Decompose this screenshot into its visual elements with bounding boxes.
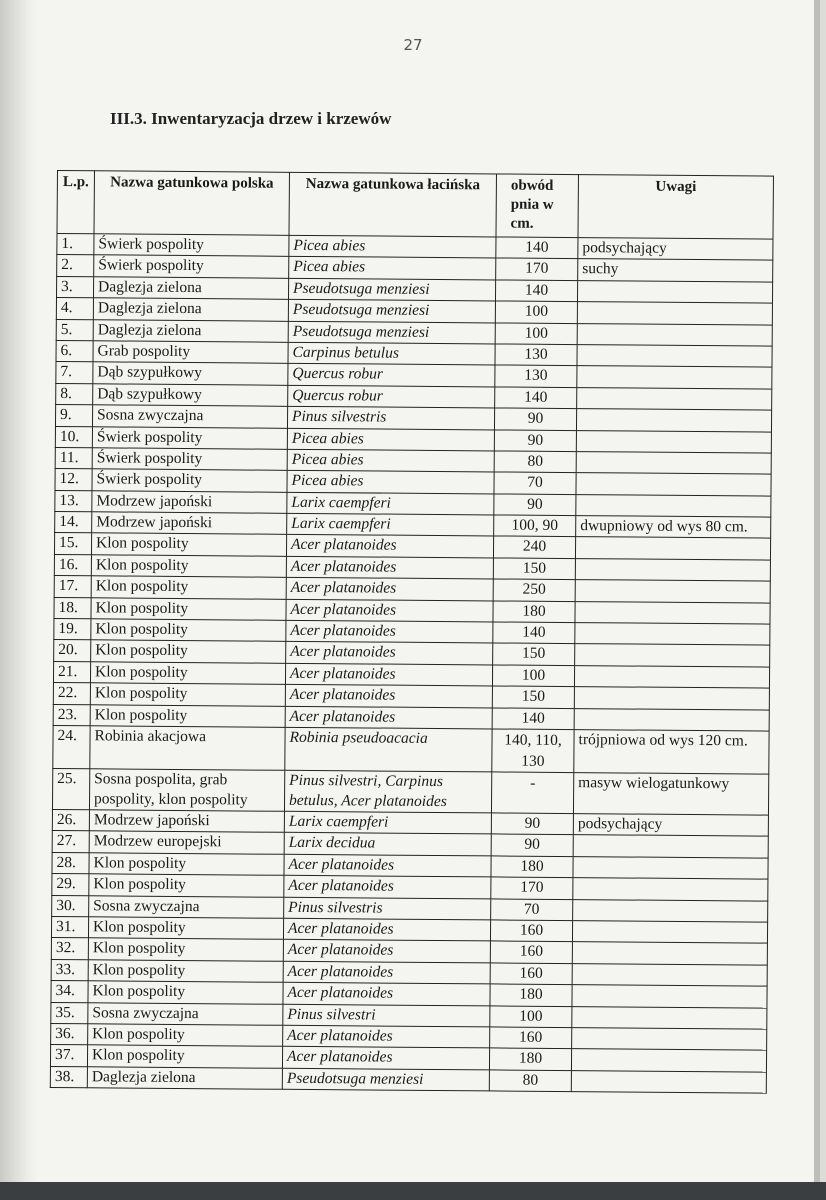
cell-notes: [575, 537, 770, 560]
cell-notes: [572, 942, 767, 965]
cell-notes: [574, 687, 769, 710]
cell-latin-name: Acer platanoides: [286, 599, 493, 622]
cell-lp: 4.: [56, 298, 93, 320]
cell-notes: [577, 280, 772, 303]
cell-polish-name: Klon pospolity: [90, 704, 285, 727]
cell-polish-name: Sosna zwyczajna: [92, 405, 287, 428]
cell-lp: 32.: [51, 938, 88, 960]
cell-latin-name: Pseudotsuga menziesi: [288, 321, 495, 344]
cell-notes: [576, 494, 771, 517]
cell-polish-name: Daglezja zielona: [87, 1066, 282, 1089]
cell-girth: 140: [492, 708, 574, 730]
cell-girth: 80: [489, 1070, 571, 1092]
cell-lp: 34.: [51, 981, 88, 1003]
cell-notes: [573, 899, 768, 922]
cell-latin-name: Pinus silvestris: [284, 897, 491, 920]
cell-latin-name: Acer platanoides: [284, 854, 491, 877]
cell-lp: 35.: [51, 1002, 88, 1024]
cell-polish-name: Klon pospolity: [90, 662, 285, 685]
cell-lp: 29.: [52, 874, 89, 896]
cell-latin-name: Pinus silvestri, Carpinus betulus, Acer platanoides: [284, 770, 491, 813]
cell-polish-name: Klon pospolity: [91, 619, 286, 642]
cell-lp: 20.: [54, 640, 91, 662]
cell-polish-name: Sosna zwyczajna: [88, 1002, 283, 1025]
cell-notes: podsychający: [578, 238, 773, 261]
cell-girth: 90: [491, 813, 573, 835]
cell-polish-name: Świerk pospolity: [92, 426, 287, 449]
cell-lp: 36.: [51, 1023, 88, 1045]
header-girth: obwód pnia w cm.: [496, 174, 578, 238]
cell-notes: suchy: [578, 259, 773, 282]
cell-lp: 21.: [53, 661, 90, 683]
cell-notes: [574, 665, 769, 688]
cell-polish-name: Modrzew japoński: [92, 490, 287, 513]
cell-notes: [576, 451, 771, 474]
cell-notes: dwupniowy od wys 80 cm.: [576, 516, 771, 539]
cell-latin-name: Picea abies: [287, 471, 494, 494]
cell-notes: [573, 878, 768, 901]
cell-lp: 14.: [55, 512, 92, 534]
cell-notes: [575, 558, 770, 581]
cell-notes: [577, 323, 772, 346]
page-number: 27: [403, 36, 423, 54]
cell-polish-name: Dąb szypułkowy: [93, 384, 288, 407]
cell-girth: 140: [496, 237, 578, 259]
cell-girth: 130: [495, 344, 577, 366]
cell-girth: 180: [493, 601, 575, 623]
cell-girth: 160: [490, 941, 572, 963]
cell-notes: [576, 409, 771, 432]
cell-latin-name: Acer platanoides: [285, 663, 492, 686]
cell-girth: 140: [495, 280, 577, 302]
cell-girth: 240: [493, 536, 575, 558]
cell-latin-name: Pinus silvestri: [283, 1004, 490, 1027]
cell-polish-name: Klon pospolity: [88, 938, 283, 961]
cell-notes: [575, 580, 770, 603]
table-row: [53, 725, 769, 774]
cell-latin-name: Pseudotsuga menziesi: [282, 1068, 489, 1091]
cell-notes: [571, 1070, 766, 1093]
table-header-row: [57, 171, 773, 240]
cell-polish-name: Robinia akacjowa: [90, 726, 285, 771]
cell-latin-name: Robinia pseudoacacia: [285, 727, 492, 772]
cell-girth: 160: [490, 920, 572, 942]
cell-latin-name: Larix caempferi: [287, 513, 494, 536]
cell-lp: 30.: [52, 895, 89, 917]
cell-notes: [577, 366, 772, 389]
cell-polish-name: Klon pospolity: [91, 640, 286, 663]
cell-polish-name: Klon pospolity: [91, 533, 286, 556]
cell-girth: 90: [491, 834, 573, 856]
cell-latin-name: Picea abies: [287, 428, 494, 451]
cell-polish-name: Świerk pospolity: [94, 255, 289, 278]
cell-girth: 150: [493, 643, 575, 665]
cell-polish-name: Modrzew japoński: [89, 810, 284, 833]
cell-polish-name: Klon pospolity: [91, 576, 286, 599]
cell-polish-name: Daglezja zielona: [93, 319, 288, 342]
cell-lp: 25.: [52, 768, 89, 809]
cell-lp: 2.: [57, 255, 94, 277]
cell-notes: [574, 708, 769, 731]
cell-lp: 16.: [54, 554, 91, 576]
cell-lp: 6.: [56, 340, 93, 362]
cell-lp: 22.: [53, 683, 90, 705]
cell-notes: [572, 963, 767, 986]
cell-notes: [577, 345, 772, 368]
header-latin-name: Nazwa gatunkowa łacińska: [289, 172, 496, 237]
cell-girth: 150: [492, 686, 574, 708]
cell-lp: 31.: [51, 916, 88, 938]
cell-polish-name: Świerk pospolity: [94, 234, 289, 257]
header-notes: Uwagi: [578, 175, 773, 240]
cell-lp: 27.: [52, 831, 89, 853]
cell-lp: 15.: [54, 533, 91, 555]
cell-latin-name: Carpinus betulus: [288, 342, 495, 365]
cell-lp: 13.: [55, 490, 92, 512]
cell-latin-name: Picea abies: [289, 235, 496, 258]
cell-polish-name: Modrzew europejski: [89, 831, 284, 854]
cell-notes: [576, 430, 771, 453]
cell-notes: masyw wielogatunkowy: [573, 773, 768, 816]
cell-lp: 3.: [56, 276, 93, 298]
cell-girth: 100, 90: [494, 515, 576, 537]
cell-latin-name: Picea abies: [287, 449, 494, 472]
cell-notes: [575, 623, 770, 646]
cell-girth: 170: [491, 877, 573, 899]
cell-latin-name: Larix caempferi: [284, 811, 491, 834]
cell-polish-name: Klon pospolity: [90, 683, 285, 706]
header-polish-name: Nazwa gatunkowa polska: [94, 171, 289, 236]
cell-notes: [572, 1027, 767, 1050]
cell-latin-name: Acer platanoides: [283, 1025, 490, 1048]
cell-latin-name: Acer platanoides: [283, 961, 490, 984]
cell-girth: 150: [493, 558, 575, 580]
cell-notes: [577, 302, 772, 325]
cell-girth: 90: [494, 408, 576, 430]
cell-polish-name: Klon pospolity: [91, 555, 286, 578]
table-row: [52, 768, 768, 815]
cell-lp: 33.: [51, 959, 88, 981]
cell-polish-name: Modrzew japoński: [92, 512, 287, 535]
cell-latin-name: Quercus robur: [288, 364, 495, 387]
cell-latin-name: Acer platanoides: [286, 556, 493, 579]
cell-notes: [575, 644, 770, 667]
cell-girth: 100: [495, 301, 577, 323]
cell-latin-name: Larix caempferi: [287, 492, 494, 515]
cell-polish-name: Klon pospolity: [87, 1045, 282, 1068]
cell-notes: [572, 985, 767, 1008]
cell-latin-name: Acer platanoides: [284, 875, 491, 898]
cell-girth: -: [491, 772, 573, 814]
cell-lp: 10.: [55, 426, 92, 448]
cell-notes: [572, 921, 767, 944]
cell-polish-name: Klon pospolity: [88, 959, 283, 982]
cell-latin-name: Acer platanoides: [286, 620, 493, 643]
cell-lp: 23.: [53, 704, 90, 726]
cell-girth: 180: [489, 1048, 571, 1070]
cell-lp: 17.: [54, 576, 91, 598]
cell-polish-name: Klon pospolity: [89, 874, 284, 897]
cell-notes: [575, 601, 770, 624]
cell-latin-name: Quercus robur: [288, 385, 495, 408]
cell-girth: 140: [495, 387, 577, 409]
table-body: [50, 234, 773, 1094]
cell-latin-name: Acer platanoides: [283, 940, 490, 963]
cell-latin-name: Larix decidua: [284, 833, 491, 856]
cell-girth: 100: [490, 1005, 572, 1027]
cell-lp: 8.: [56, 383, 93, 405]
cell-polish-name: Klon pospolity: [91, 597, 286, 620]
cell-girth: 250: [493, 579, 575, 601]
cell-girth: 70: [491, 898, 573, 920]
cell-polish-name: Klon pospolity: [88, 1024, 283, 1047]
cell-polish-name: Świerk pospolity: [92, 469, 287, 492]
table-row: [50, 1066, 766, 1093]
cell-lp: 5.: [56, 319, 93, 341]
page-binding-shadow: [0, 0, 38, 1200]
cell-girth: 160: [490, 1027, 572, 1049]
cell-lp: 24.: [53, 725, 90, 768]
cell-lp: 19.: [54, 619, 91, 641]
cell-latin-name: Acer platanoides: [285, 706, 492, 729]
cell-lp: 37.: [50, 1045, 87, 1067]
header-lp: L.p.: [57, 171, 94, 234]
cell-lp: 7.: [56, 362, 93, 384]
cell-lp: 12.: [55, 469, 92, 491]
cell-girth: 160: [490, 963, 572, 985]
cell-latin-name: Pinus silvestris: [287, 406, 494, 429]
section-title: III.3. Inwentaryzacja drzew i krzewów: [110, 109, 392, 128]
cell-polish-name: Sosna zwyczajna: [89, 895, 284, 918]
cell-notes: [573, 856, 768, 879]
cell-notes: [571, 1049, 766, 1072]
cell-polish-name: Grab pospolity: [93, 341, 288, 364]
cell-latin-name: Acer platanoides: [285, 685, 492, 708]
page-edge: [814, 0, 820, 1200]
cell-latin-name: Acer platanoides: [286, 578, 493, 601]
cell-girth: 70: [494, 472, 576, 494]
cell-girth: 180: [491, 856, 573, 878]
cell-girth: 90: [494, 429, 576, 451]
cell-girth: 140, 110, 130: [492, 729, 574, 773]
cell-polish-name: Klon pospolity: [89, 853, 284, 876]
cell-notes: [577, 387, 772, 410]
cell-polish-name: Dąb szypułkowy: [93, 362, 288, 385]
cell-polish-name: Świerk pospolity: [92, 448, 287, 471]
cell-girth: 90: [494, 494, 576, 516]
cell-notes: trójpniowa od wys 120 cm.: [574, 730, 769, 775]
cell-latin-name: Pseudotsuga menziesi: [288, 278, 495, 301]
cell-girth: 100: [492, 665, 574, 687]
inventory-table: [50, 170, 774, 1094]
cell-latin-name: Acer platanoides: [286, 642, 493, 665]
cell-polish-name: Klon pospolity: [88, 917, 283, 940]
cell-lp: 11.: [55, 447, 92, 469]
cell-lp: 18.: [54, 597, 91, 619]
cell-notes: podsychający: [573, 814, 768, 837]
cell-girth: 170: [496, 258, 578, 280]
cell-lp: 28.: [52, 852, 89, 874]
cell-lp: 38.: [50, 1066, 87, 1088]
cell-latin-name: Picea abies: [289, 257, 496, 280]
cell-lp: 26.: [52, 809, 89, 831]
cell-lp: 1.: [57, 234, 94, 256]
cell-polish-name: Daglezja zielona: [93, 298, 288, 321]
cell-polish-name: Sosna pospolita, grab pospolity, klon pospolity: [89, 769, 284, 812]
cell-girth: 80: [494, 451, 576, 473]
cell-latin-name: Pseudotsuga menziesi: [288, 299, 495, 322]
cell-latin-name: Acer platanoides: [283, 918, 490, 941]
scanner-bottom-bar: [0, 1182, 826, 1200]
cell-latin-name: Acer platanoides: [286, 535, 493, 558]
cell-polish-name: Klon pospolity: [88, 981, 283, 1004]
cell-notes: [576, 473, 771, 496]
cell-girth: 130: [495, 365, 577, 387]
cell-latin-name: Acer platanoides: [282, 1047, 489, 1070]
cell-girth: 180: [490, 984, 572, 1006]
cell-latin-name: Acer platanoides: [283, 982, 490, 1005]
cell-girth: 140: [493, 622, 575, 644]
cell-lp: 9.: [55, 405, 92, 427]
cell-notes: [573, 835, 768, 858]
cell-notes: [572, 1006, 767, 1029]
cell-polish-name: Daglezja zielona: [93, 277, 288, 300]
cell-girth: 100: [495, 323, 577, 345]
